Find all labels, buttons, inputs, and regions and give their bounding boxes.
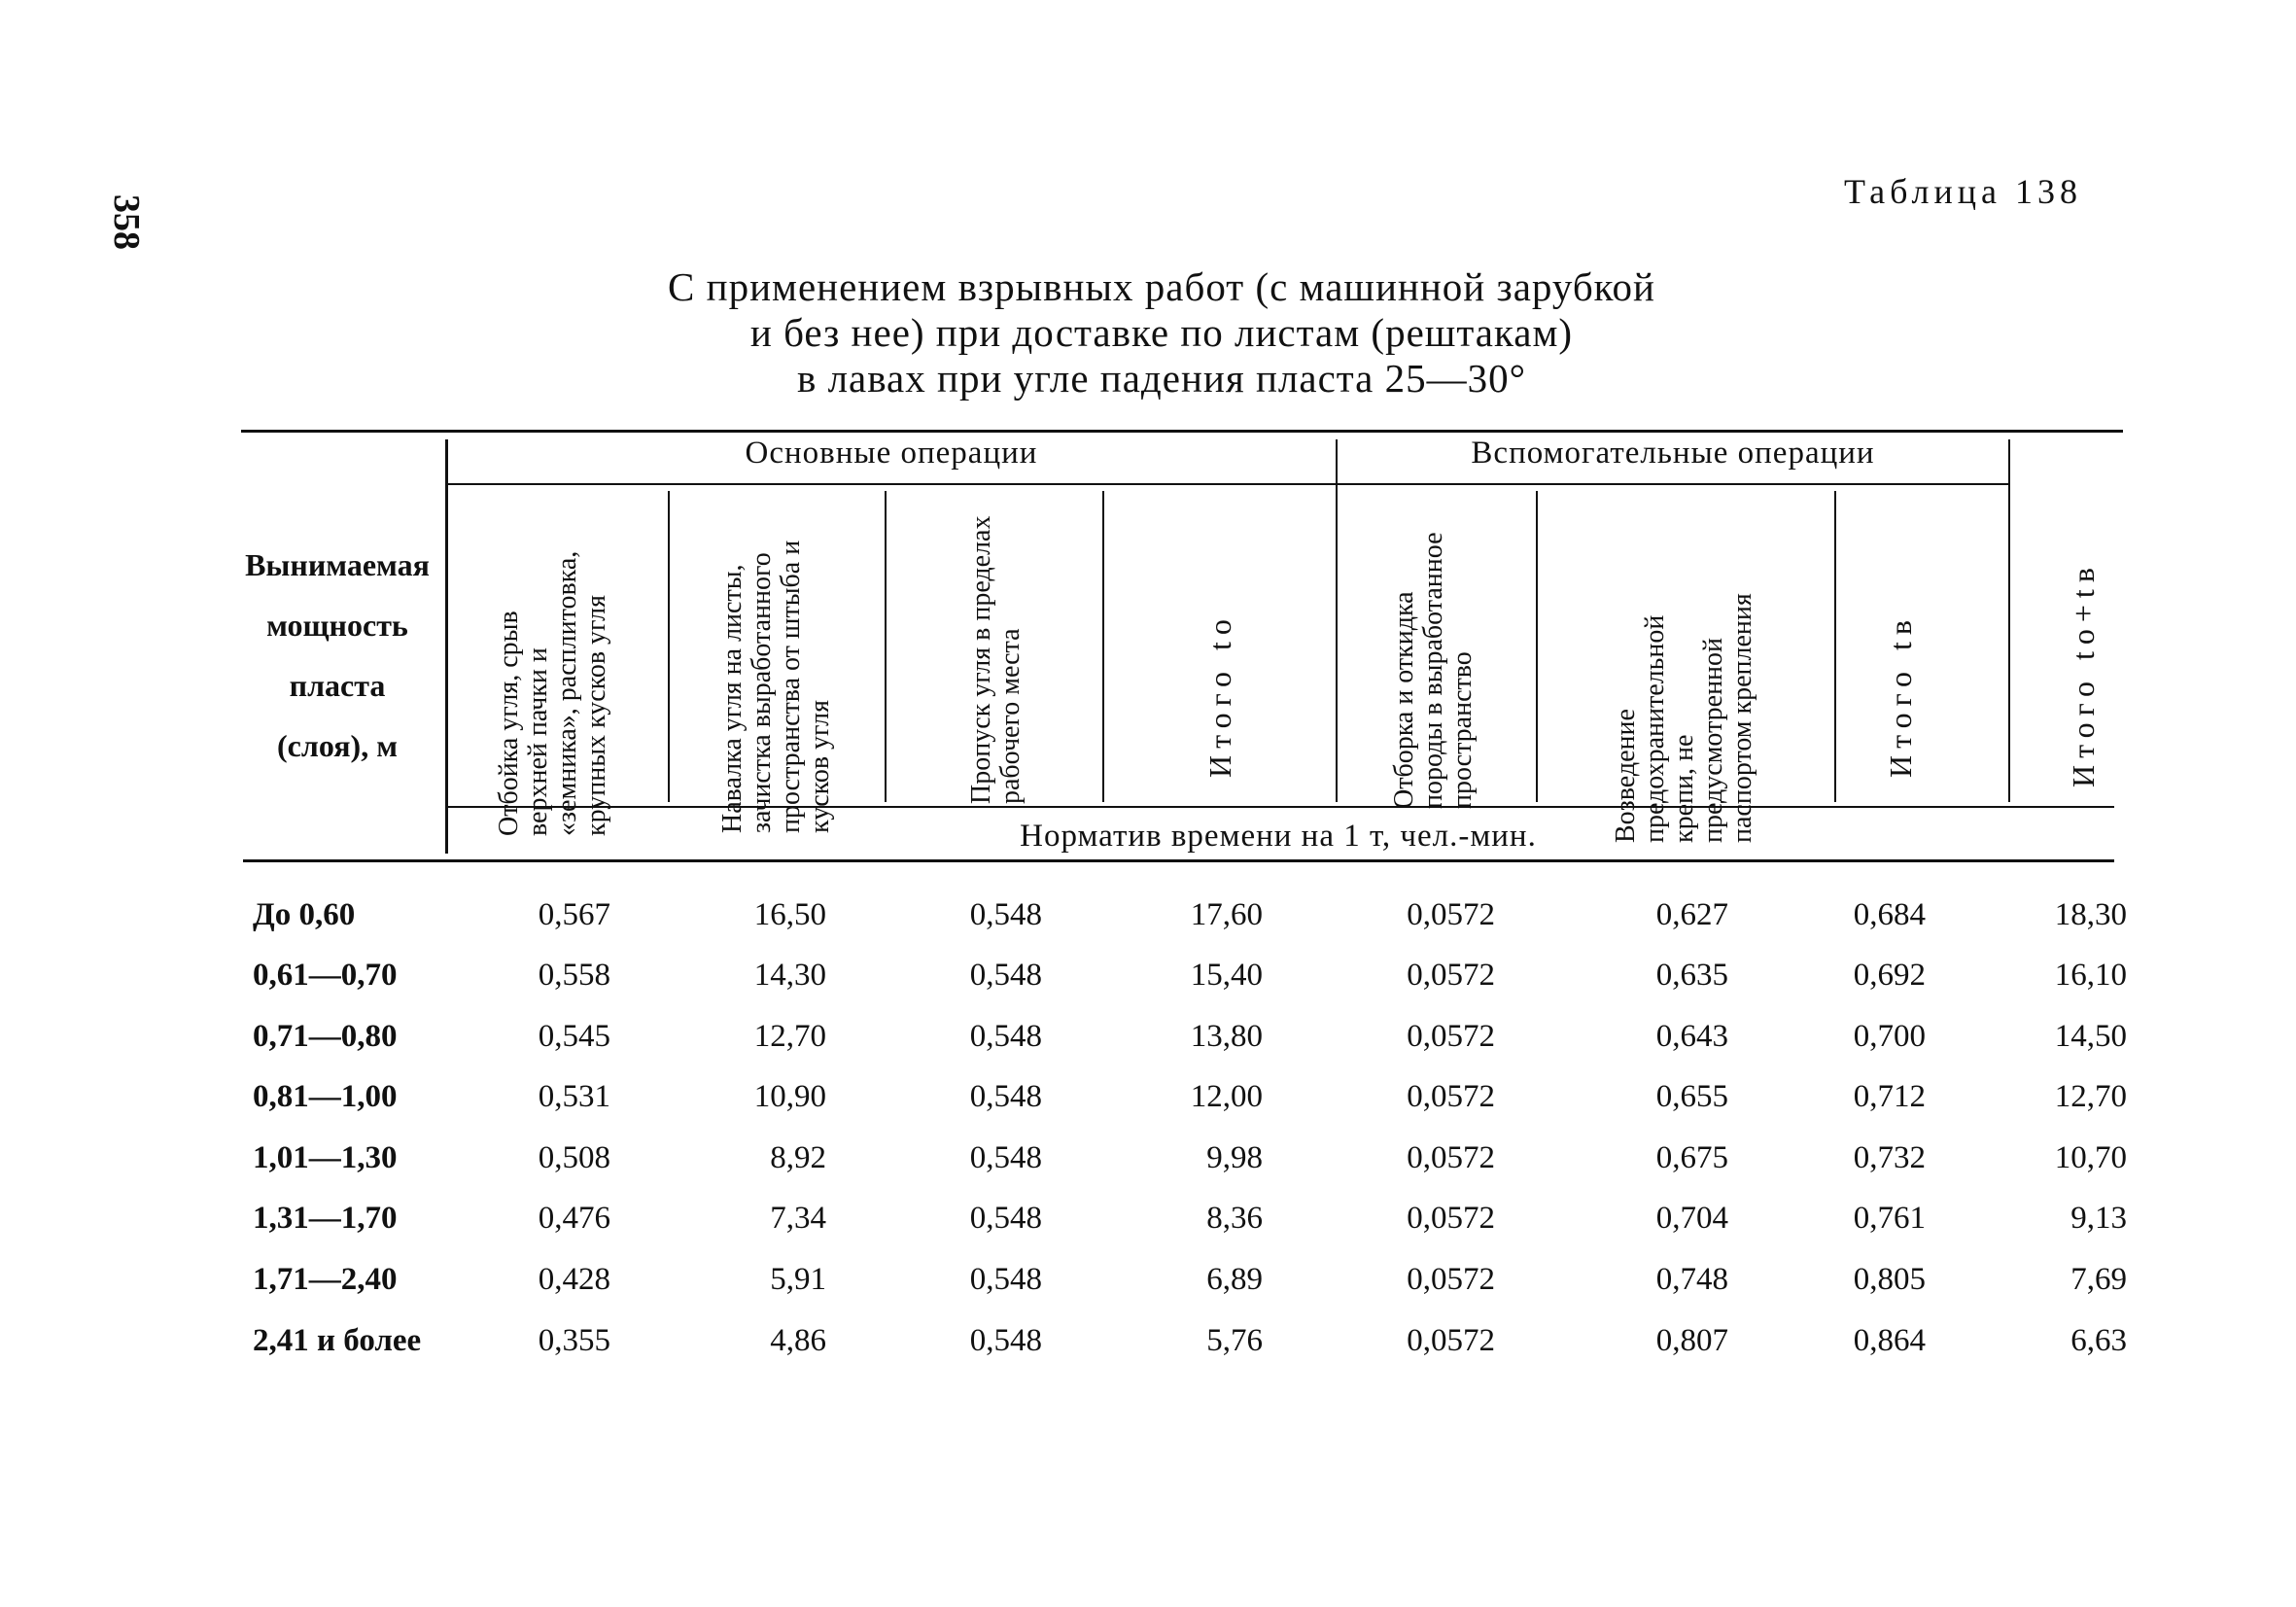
table-cell: 10,70	[2054, 1140, 2127, 1175]
group-aux-operations: Вспомогательные операции	[1471, 436, 1875, 471]
table-cell: 0,548	[969, 1262, 1042, 1297]
header-bottom-rule	[243, 859, 2114, 862]
table-cell: 0,692	[1853, 958, 1926, 993]
column-header: Навалка угля на листы, зачистка выработанного пространства от штыба и кусков угля	[717, 540, 835, 833]
table-top-rule	[241, 430, 2123, 433]
table-row	[229, 1006, 2135, 1066]
table-cell: 12,70	[2054, 1079, 2127, 1114]
table-row	[229, 885, 2135, 945]
table-cell: 6,63	[2070, 1323, 2127, 1358]
table-cell: 0,548	[969, 1140, 1042, 1175]
table-cell: 5,76	[1206, 1323, 1263, 1358]
table-cell: 8,92	[770, 1140, 826, 1175]
column-header: Итого tо+tв	[2066, 561, 2101, 787]
table-cell: 0,567	[538, 897, 610, 932]
table-cell: 0,0572	[1407, 1140, 1495, 1175]
column-rule	[1834, 491, 1836, 802]
table-cell: 0,548	[969, 1019, 1042, 1054]
row-header-line: мощность	[266, 608, 408, 643]
table-cell: 7,34	[770, 1201, 826, 1236]
table-cell: 5,91	[770, 1262, 826, 1297]
row-label: 1,71—2,40	[253, 1262, 398, 1297]
table-cell: 0,548	[969, 1323, 1042, 1358]
table-cell: 0,0572	[1407, 1019, 1495, 1054]
table-cell: 0,748	[1655, 1262, 1728, 1297]
table-row	[229, 1310, 2135, 1371]
table-cell: 0,548	[969, 958, 1042, 993]
table-cell: 0,531	[538, 1079, 610, 1114]
column-rule	[1102, 491, 1104, 802]
table-cell: 0,704	[1655, 1201, 1728, 1236]
table-cell: 0,761	[1853, 1201, 1926, 1236]
table-cell: 9,13	[2070, 1201, 2127, 1236]
table-cell: 13,80	[1190, 1019, 1263, 1054]
column-header: Пропуск угля в пределах рабочего места	[966, 515, 1026, 804]
table-row	[229, 1188, 2135, 1248]
table-cell: 0,675	[1655, 1140, 1728, 1175]
table-cell: 0,0572	[1407, 1201, 1495, 1236]
table-cell: 0,0572	[1407, 1262, 1495, 1297]
title-line: и без нее) при доставке по листам (рештакам)	[749, 310, 1574, 355]
table-cell: 0,635	[1655, 958, 1728, 993]
table-cell: 0,545	[538, 1019, 610, 1054]
row-label: 0,71—0,80	[253, 1019, 398, 1054]
group-main-operations: Основные операции	[745, 436, 1038, 471]
table-row	[229, 1128, 2135, 1188]
table-cell: 0,548	[969, 897, 1042, 932]
table-cell: 0,548	[969, 1079, 1042, 1114]
row-label: 1,31—1,70	[253, 1201, 398, 1236]
table-row	[229, 1066, 2135, 1127]
table-cell: 6,89	[1206, 1262, 1263, 1297]
column-header: Возведение предохранительной крепи, не предусмотренной паспортом крепления	[1611, 593, 1757, 843]
table-cell: 16,10	[2054, 958, 2127, 993]
table-cell: 10,90	[753, 1079, 826, 1114]
table-cell: 8,36	[1206, 1201, 1263, 1236]
row-header-line: пласта	[289, 668, 386, 703]
column-rule	[1536, 491, 1538, 802]
table-cell: 4,86	[770, 1323, 826, 1358]
row-header-line: Вынимаемая	[245, 547, 430, 582]
group-underline	[447, 483, 2010, 485]
table-cell: 0,508	[538, 1140, 610, 1175]
column-header: Отборка и откидка породы в выработанное пространство	[1389, 532, 1478, 809]
page-number: 358	[106, 194, 147, 250]
table-cell: 0,558	[538, 958, 610, 993]
table-cell: 0,548	[969, 1201, 1042, 1236]
table-cell: 0,700	[1853, 1019, 1926, 1054]
table-cell: 18,30	[2054, 897, 2127, 932]
table-cell: 16,50	[753, 897, 826, 932]
table-cell: 12,00	[1190, 1079, 1263, 1114]
table-label: Таблица 138	[1844, 172, 2082, 211]
table-cell: 0,355	[538, 1323, 610, 1358]
table-cell: 15,40	[1190, 958, 1263, 993]
table-cell: 12,70	[753, 1019, 826, 1054]
column-header: Итого tо	[1202, 612, 1237, 778]
column-rule	[668, 491, 670, 802]
column-rule	[1336, 439, 1338, 802]
row-header-line: (слоя), м	[277, 728, 398, 763]
table-cell: 0,655	[1655, 1079, 1728, 1114]
table-title	[544, 264, 1779, 402]
row-label: 0,61—0,70	[253, 958, 398, 993]
table-cell: 0,712	[1853, 1079, 1926, 1114]
table-cell: 0,684	[1853, 897, 1926, 932]
column-rule	[2008, 439, 2010, 802]
table-cell: 9,98	[1206, 1140, 1263, 1175]
table-cell: 0,805	[1853, 1262, 1926, 1297]
unit-row: Норматив времени на 1 т, чел.-мин.	[1020, 819, 1537, 854]
title-line: в лавах при угле падения пласта 25—30°	[796, 356, 1527, 401]
table-cell: 0,627	[1655, 897, 1728, 932]
table-cell: 14,50	[2054, 1019, 2127, 1054]
table-cell: 14,30	[753, 958, 826, 993]
table-cell: 0,0572	[1407, 1079, 1495, 1114]
row-label: До 0,60	[253, 897, 356, 932]
column-rule	[885, 491, 887, 802]
table-row	[229, 1249, 2135, 1310]
row-label: 1,01—1,30	[253, 1140, 398, 1175]
row-label: 0,81—1,00	[253, 1079, 398, 1114]
table-cell: 0,0572	[1407, 958, 1495, 993]
row-header	[229, 535, 445, 776]
table-cell: 0,732	[1853, 1140, 1926, 1175]
row-label: 2,41 и более	[253, 1323, 422, 1358]
column-header: Итого tв	[1883, 613, 1918, 778]
table-cell: 17,60	[1190, 897, 1263, 932]
title-line: С применением взрывных работ (с машинной зарубкой	[668, 264, 1655, 309]
table-cell: 0,643	[1655, 1019, 1728, 1054]
table-cell: 0,0572	[1407, 1323, 1495, 1358]
table-cell: 0,864	[1853, 1323, 1926, 1358]
table-cell: 7,69	[2070, 1262, 2127, 1297]
table-cell: 0,428	[538, 1262, 610, 1297]
table-cell: 0,0572	[1407, 897, 1495, 932]
table-cell: 0,476	[538, 1201, 610, 1236]
column-header: Отбойка угля, срыв верхней пачки и «земника», расплитовка, крупных кусков угля	[494, 550, 611, 836]
table-row	[229, 945, 2135, 1005]
table-cell: 0,807	[1655, 1323, 1728, 1358]
